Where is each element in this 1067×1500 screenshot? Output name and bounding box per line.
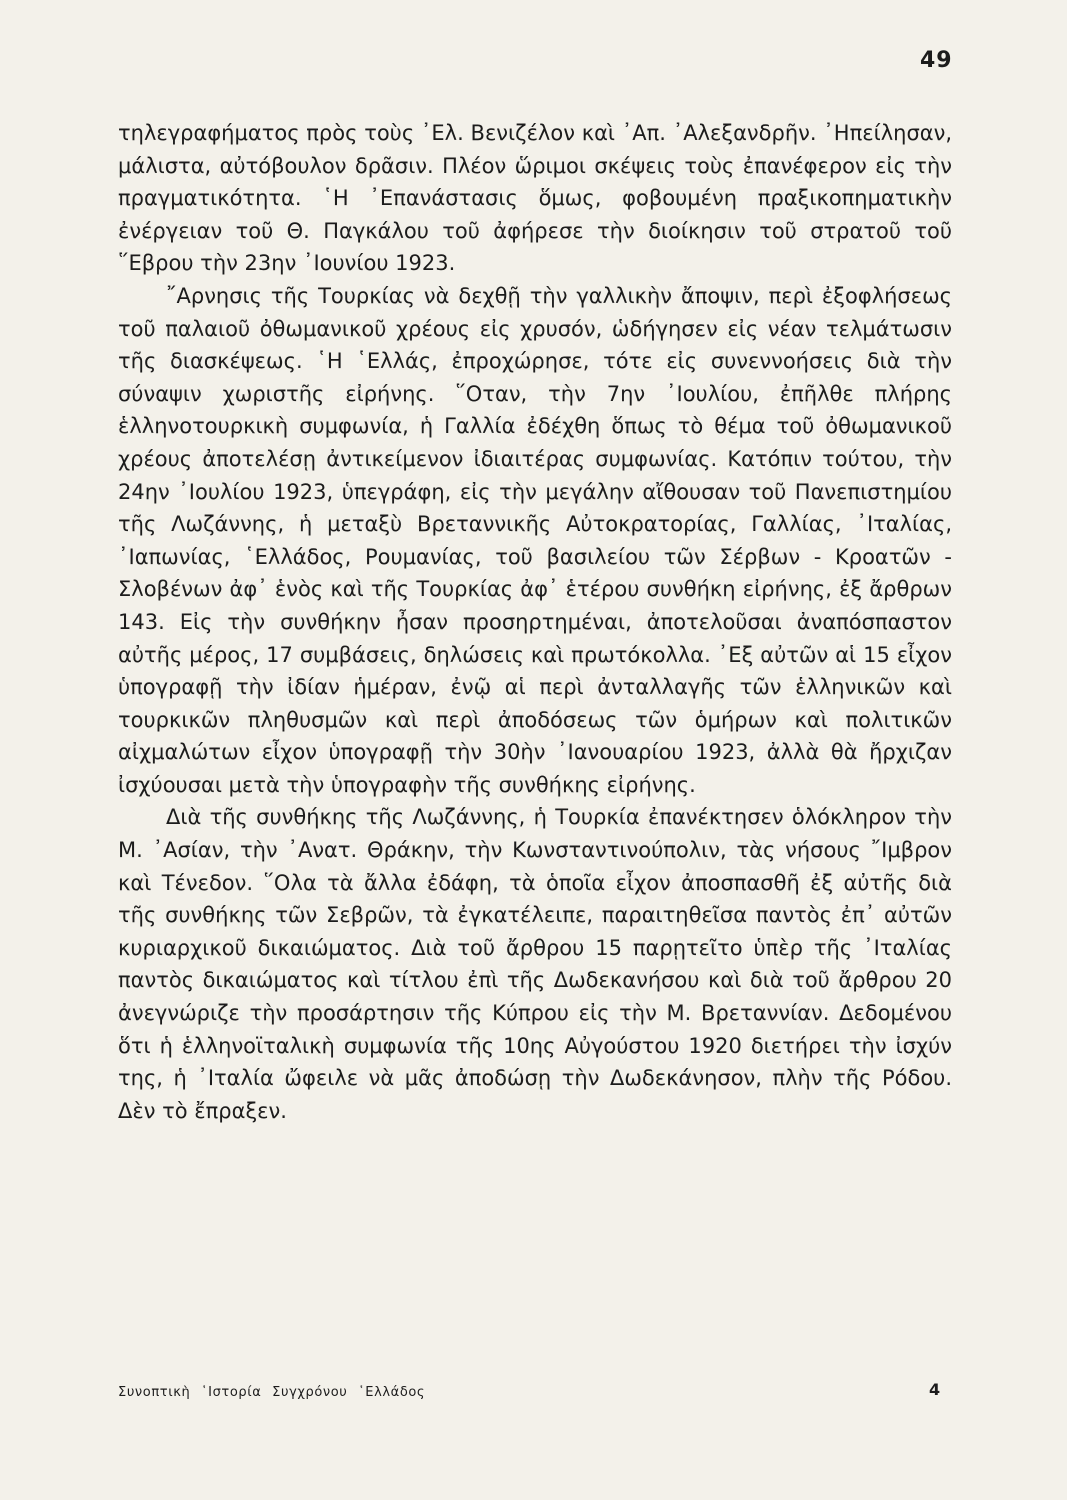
printer-signature-mark: 4 [929,1380,941,1399]
footer-book-title: Συνοπτικὴ ῾Ιστορία Συγχρόνου ῾Ελλάδος [118,1385,426,1400]
body-text [118,117,952,1127]
paragraph-lausanne-treaty: ῎Αρνησις τῆς Τουρκίας νὰ δεχθῇ τὴν γαλλικὴν ἄποψιν, περὶ ἐξοφλήσεως τοῦ παλαιοῦ ὀθωμανικοῦ χρέους εἰς χρυσόν, ὡδήγησεν εἰς νέαν τελμάτωσιν τῆς διασκέψεως. ῾Η ῾Ελλάς, ἐπροχώρησε, τότε εἰς συνεννοήσεις διὰ τὴν σύναψιν χωριστῆς εἰρήνης. ῞Οταν, τὴν 7ην ᾿Ιουλίου, ἐπῆλθε πλήρης ἑλληνοτουρκικὴ συμφωνία, ἡ Γαλλία ἐδέχθη ὅπως τὸ θέμα τοῦ ὀθωμανικοῦ χρέους ἀποτελέσῃ ἀντικείμενον ἰδιαιτέρας συμφωνίας. Κατόπιν τούτου, τὴν 24ην ᾿Ιουλίου 1923, ὑπεγράφη, εἰς τὴν μεγάλην αἴθουσαν τοῦ Πανεπιστημίου τῆς Λωζάννης, ἡ μεταξὺ Βρεταννικῆς Αὐτοκρατορίας, Γαλλίας, ᾿Ιταλίας, ᾿Ιαπωνίας, ῾Ελλάδος, Ρουμανίας, τοῦ βασιλείου τῶν Σέρβων - Κροατῶν - Σλοβένων ἀφ᾿ ἑνὸς καὶ τῆς Τουρκίας ἀφ᾿ ἑτέρου συνθήκη εἰρήνης, ἐξ ἄρθρων 143. Εἰς τὴν συνθήκην ἦσαν προσηρτημέναι, ἀποτελοῦσαι ἀναπόσπαστον αὐτῆς μέρος, 17 συμβάσεις, δηλώσεις καὶ πρωτόκολλα. ᾿Εξ αὐτῶν αἱ 15 εἶχον ὑπογραφῇ τὴν ἰδίαν ἡμέραν, ἐνῷ αἱ περὶ ἀνταλλαγῆς τῶν ἑλληνικῶν καὶ τουρκικῶν πληθυσμῶν καὶ περὶ ἀποδόσεως τῶν ὁμήρων καὶ πολιτικῶν αἰχμαλώτων εἶχον ὑπογραφῇ τὴν 30ὴν ᾿Ιανουαρίου 1923, ἀλλὰ θὰ ἤρχιζαν ἰσχύουσαι μετὰ τὴν ὑπογραφὴν τῆς συνθήκης εἰρήνης. [118,283,952,797]
paragraph-territorial-terms: Διὰ τῆς συνθήκης τῆς Λωζάννης, ἡ Τουρκία ἐπανέκτησεν ὁλόκληρον τὴν Μ. ᾿Ασίαν, τὴν ᾿Ανατ. Θράκην, τὴν Κωνσταντινούπολιν, τὰς νήσους ῎Ιμβρον καὶ Τένεδον. ῞Ολα τὰ ἄλλα ἐδάφη, τὰ ὁποῖα εἶχον ἀποσπασθῆ ἐξ αὐτῆς διὰ τῆς συνθήκης τῶν Σεβρῶν, τὰ ἐγκατέλειπε, παραιτηθεῖσα παντὸς ἐπ᾿ αὐτῶν κυριαρχικοῦ δικαιώματος. Διὰ τοῦ ἄρθρου 15 παρῃτεῖτο ὑπὲρ τῆς ᾿Ιταλίας παντὸς δικαιώματος καὶ τίτλου ἐπὶ τῆς Δωδεκανήσου καὶ διὰ τοῦ ἄρθρου 20 ἀνεγνώριζε τὴν προσάρτησιν τῆς Κύπρου εἰς τὴν Μ. Βρεταννίαν. Δεδομένου ὅτι ἡ ἑλληνοϊταλικὴ συμφωνία τῆς 10ης Αὐγούστου 1920 διετήρει τὴν ἰσχύν της, ἡ ᾿Ιταλία ὤφειλε νὰ μᾶς ἀποδώσῃ τὴν Δωδεκάνησον, πλὴν τῆς Ρόδου. Δὲν τὸ ἔπραξεν. [118,805,952,1123]
paragraph-continuation: τηλεγραφήματος πρὸς τοὺς ᾿Ελ. Βενιζέλον καὶ ᾿Απ. ᾿Αλεξανδρῆν. ᾿Ηπείλησαν, μάλιστα, αὐτόβουλον δρᾶσιν. Πλέον ὥριμοι σκέψεις τοὺς ἐπανέφερον εἰς τὴν πραγματικότητα. ῾Η ᾿Επανάστασις ὅμως, φοβουμένη πραξικοπηματικὴν ἐνέργειαν τοῦ Θ. Παγκάλου τοῦ ἀφήρεσε τὴν διοίκησιν τοῦ στρατοῦ τοῦ ῞Εβρου τὴν 23ην ᾿Ιουνίου 1923. [118,121,952,276]
page-number: 49 [920,48,953,73]
